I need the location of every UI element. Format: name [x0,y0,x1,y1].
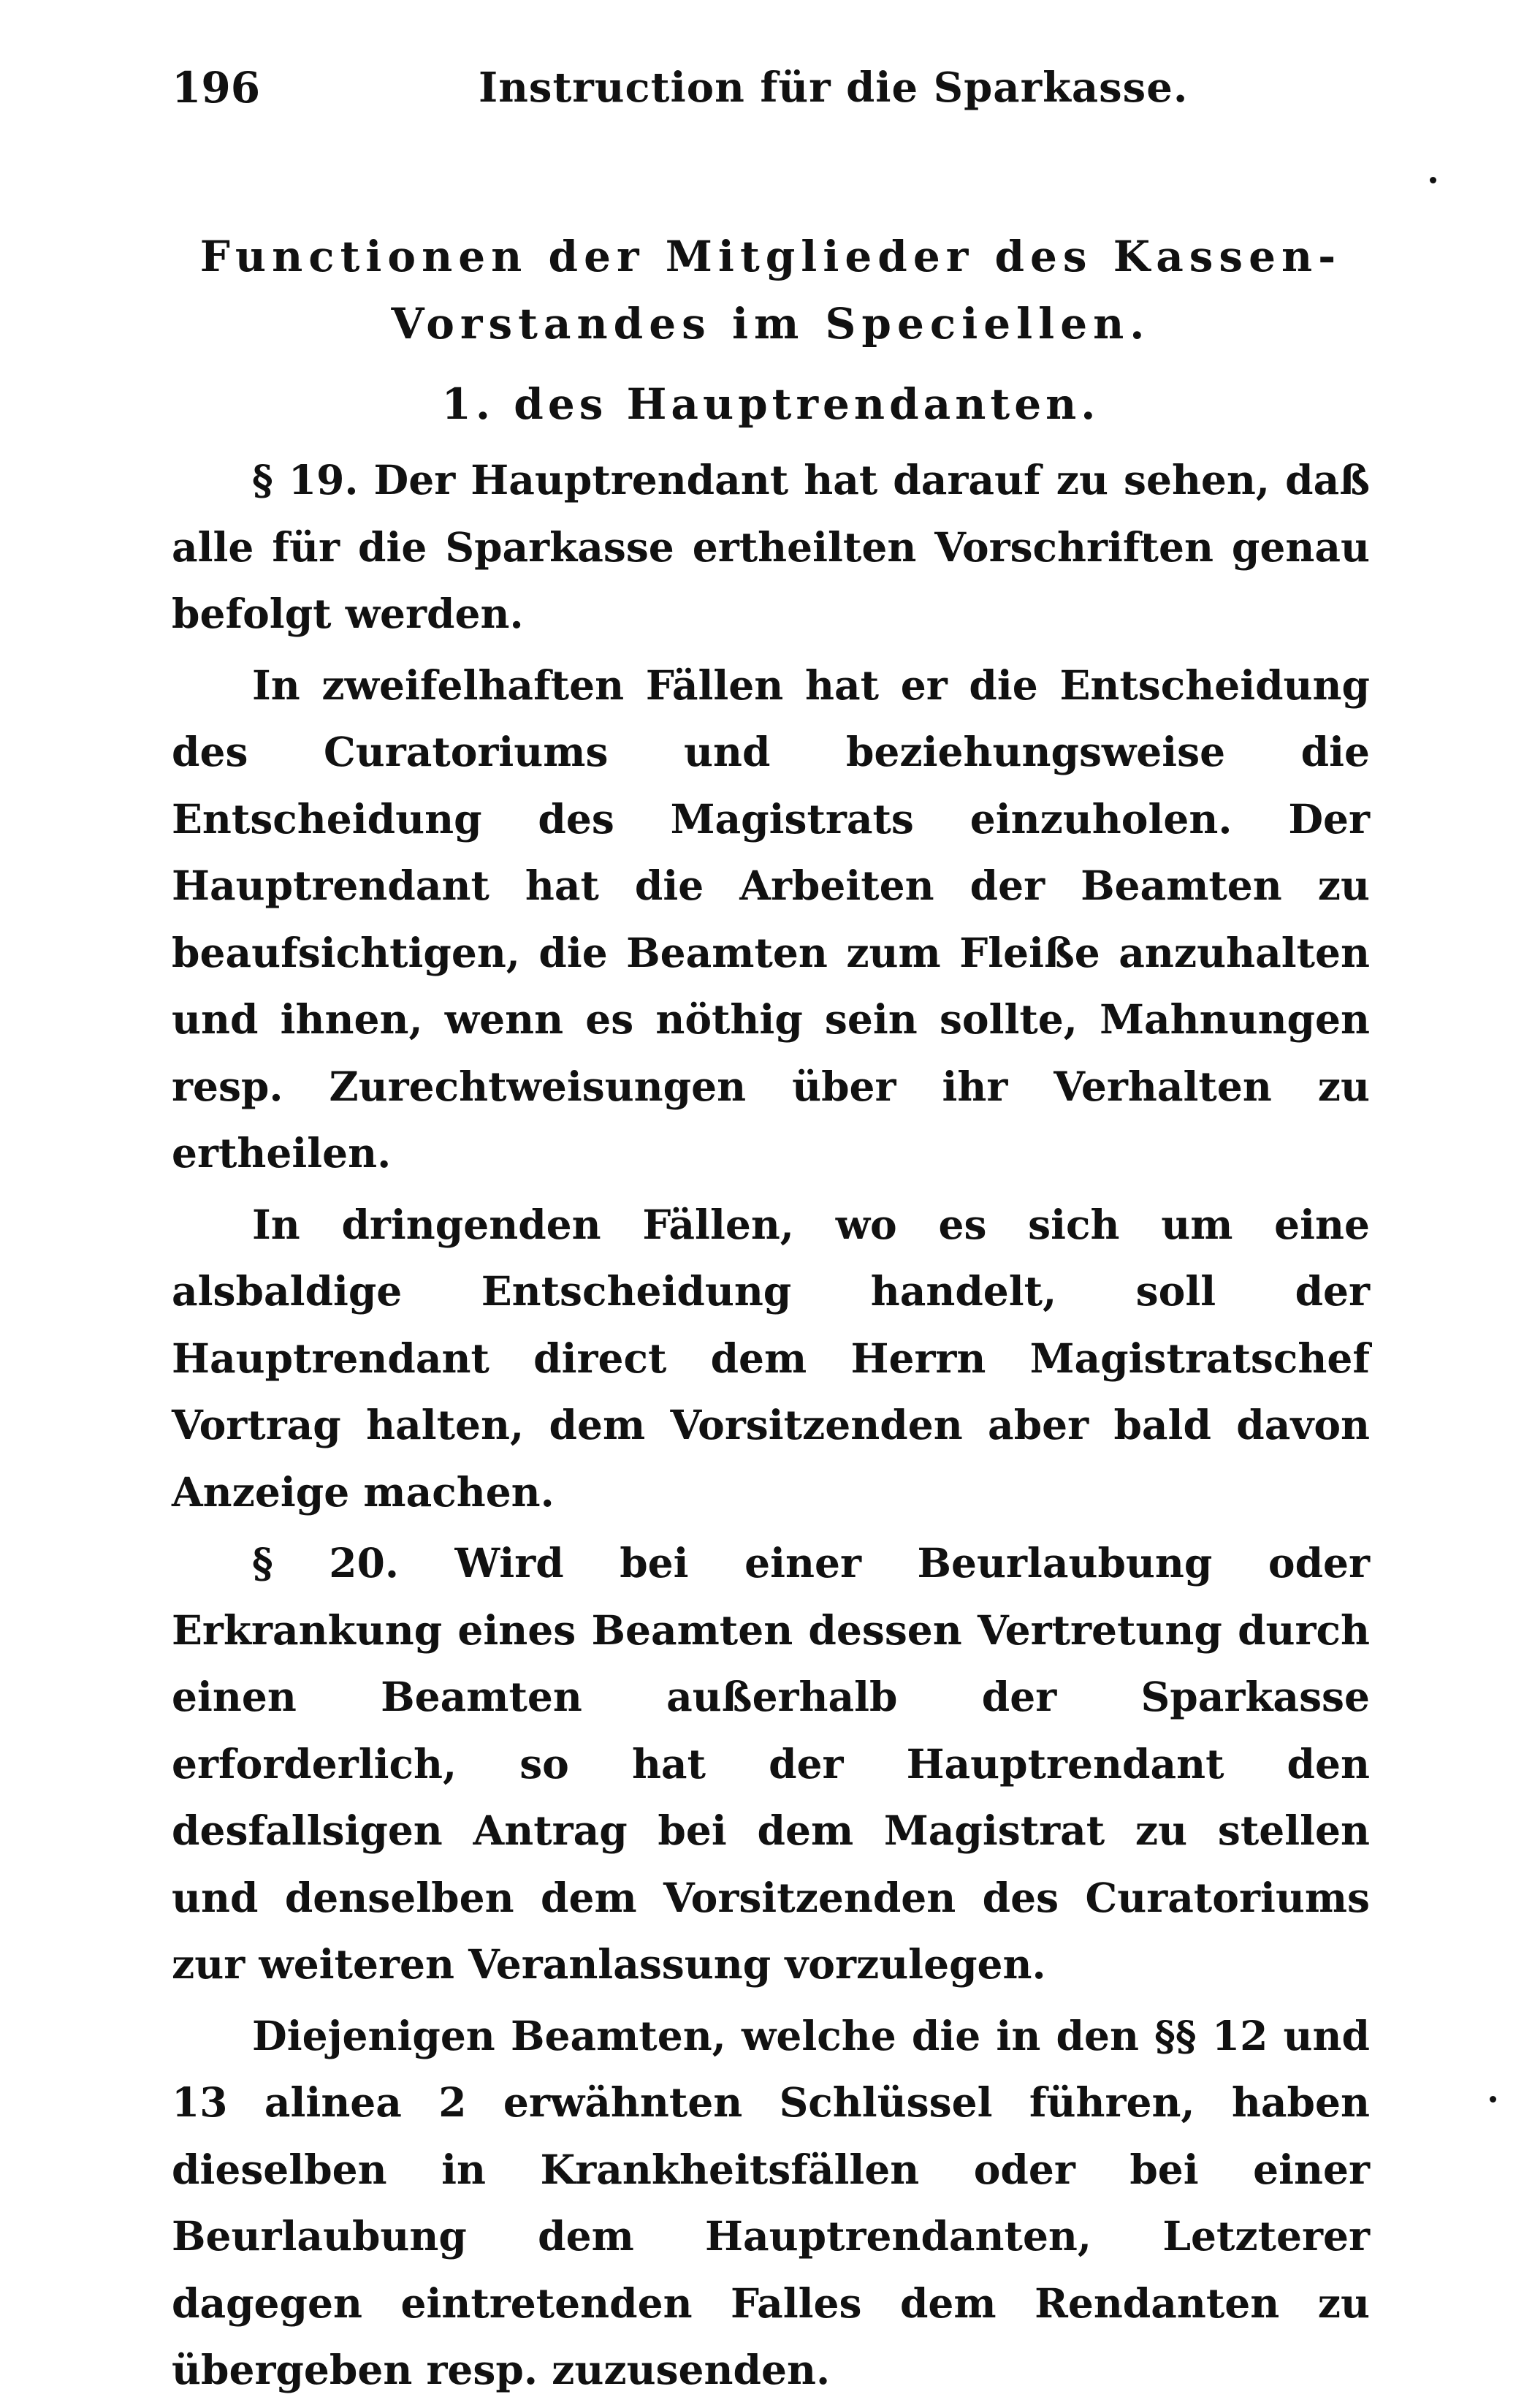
page-number: 196 [172,63,261,113]
body-text [172,447,1370,2404]
running-title: Instruction für die Sparkasse. [479,64,1189,112]
running-head [172,58,1370,139]
paragraph-doubtful-cases: In zweifelhaften Fällen hat er die Entscheidung des Curatoriums und beziehungsweise die Entscheidung des Magistrats einzuholen. Der Hauptrendant hat die Arbeiten der Beamten zu beaufsichtigen, die Beamten zum Fleiße anzuhalten und ihnen, wenn es nöthig sein sollte, Mahnungen resp. Zurechtweisungen über ihr Verhalten zu ertheilen. [172,661,1370,1177]
paragraph-keys: Diejenigen Beamten, welche die in den §§ 12 und 13 alinea 2 erwähnten Schlüssel führen, haben dieselben in Krankheitsfällen oder bei einer Beurlaubung dem Hauptrendanten, Letzterer dagegen eintretenden Falles dem Rendanten zu übergeben resp. zuzusenden. [172,2011,1370,2393]
paragraph-urgent-cases: In dringenden Fällen, wo es sich um eine alsbaldige Entscheidung handelt, soll der Hauptrendant direct dem Herrn Magistratschef Vortrag halten, dem Vorsitzenden aber bald davon Anzeige machen. [172,1200,1370,1516]
subsection-heading: 1. des Hauptrendanten. [441,379,1100,429]
paragraph-section-19: § 19. Der Hauptrendant hat darauf zu sehen, daß alle für die Sparkasse ertheilten Vorschriften genau befolgt werden. [172,456,1370,637]
paragraph-section-20: § 20. Wird bei einer Beurlaubung oder Erkrankung eines Beamten dessen Vertretung durch einen Beamten außerhalb der Sparkasse erforderlich, so hat der Hauptrendant den desfallsigen Antrag bei dem Magistrat zu stellen und denselben dem Vorsitzenden des Curatoriums zur weiteren Veranlassung vorzulegen. [172,1539,1370,1988]
print-speck-bottom-right [1490,2096,1496,2103]
print-speck-top-right [1430,177,1436,183]
document-page [172,58,1370,2408]
section-heading: Functionen der Mitglieder des Kassen-Vorstandes im Speciellen. [199,232,1342,349]
